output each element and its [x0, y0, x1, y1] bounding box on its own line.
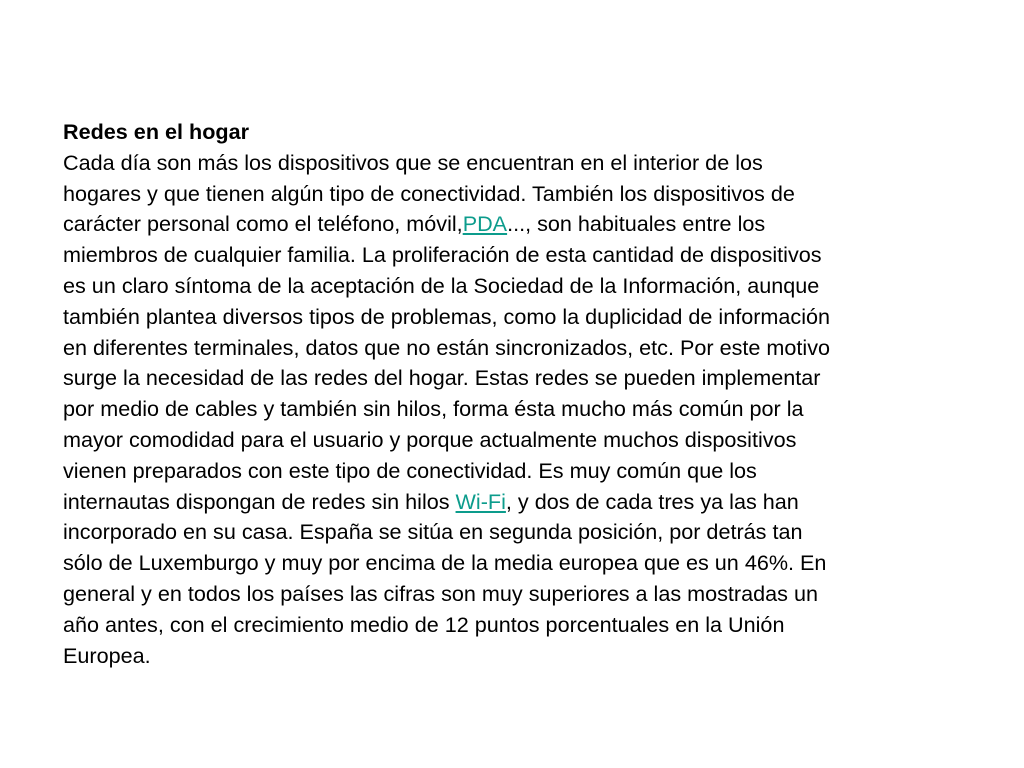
paragraph-line: es un claro síntoma de la aceptación de la Sociedad de la Información, aunque — [63, 272, 820, 298]
paragraph-line: por medio de cables y también sin hilos, forma ésta mucho más común por la — [63, 396, 804, 422]
text-segment: ..., son habituales entre los — [507, 211, 766, 237]
paragraph-line — [63, 209, 983, 240]
paragraph-line: sólo de Luxemburgo y muy por encima de la media europea que es un 46%. En — [63, 550, 827, 576]
paragraph-line: también plantea diversos tipos de problemas, como la duplicidad de información — [63, 303, 831, 329]
text-segment: , y dos de cada tres ya las han — [505, 488, 799, 514]
paragraph-line: hogares y que tienen algún tipo de conectividad. También los dispositivos de — [63, 180, 795, 206]
heading: Redes en el hogar — [63, 119, 250, 144]
paragraph-line: Cada día son más los dispositivos que se encuentran en el interior de los — [63, 149, 763, 175]
paragraph-line: año antes, con el crecimiento medio de 12 puntos porcentuales en la Unión — [63, 611, 785, 637]
pda-link[interactable]: PDA — [462, 211, 508, 237]
paragraph-line: mayor comodidad para el usuario y porque actualmente muchos dispositivos — [63, 426, 797, 452]
wifi-link[interactable]: Wi-Fi — [455, 488, 506, 514]
text-segment: internautas dispongan de redes sin hilos — [63, 488, 456, 514]
paragraph-line: surge la necesidad de las redes del hogar. Estas redes se pueden implementar — [63, 365, 821, 391]
paragraph-line — [63, 487, 983, 518]
paragraph-line: incorporado en su casa. España se sitúa en segunda posición, por detrás tan — [63, 519, 803, 545]
paragraph-line: miembros de cualquier familia. La proliferación de esta cantidad de dispositivos — [63, 242, 822, 268]
text-segment: carácter personal como el teléfono, móvil, — [63, 211, 463, 237]
paragraph-line: Europea. — [63, 642, 151, 668]
paragraph-line: general y en todos los países las cifras son muy superiores a las mostradas un — [63, 580, 818, 606]
paragraph-line: en diferentes terminales, datos que no están sincronizados, etc. Por este motivo — [63, 334, 830, 360]
paragraph-line: vienen preparados con este tipo de conectividad. Es muy común que los — [63, 457, 757, 483]
document-body — [63, 117, 983, 671]
